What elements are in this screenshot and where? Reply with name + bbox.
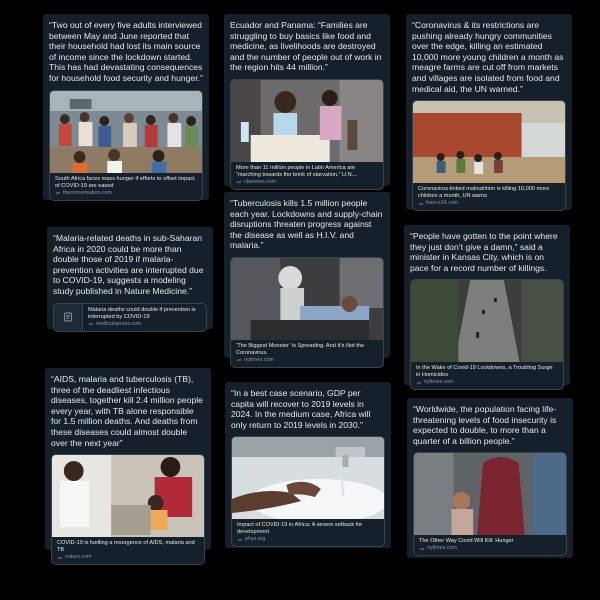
tweet-card[interactable] <box>224 192 390 363</box>
link-preview[interactable] <box>230 79 384 190</box>
link-title: In the Wake of Covid-19 Lockdowns, a Troubling Surge in Homicides <box>416 365 553 379</box>
link-domain: nytimes.com <box>244 356 274 363</box>
link-preview[interactable] <box>51 454 205 565</box>
link-title: More than 11 million people in Latin America are “marching towards the brink of starvation,” U.N.... <box>236 164 358 178</box>
link-icon <box>419 546 425 552</box>
link-domain: phys.org <box>245 536 266 543</box>
link-title: Impact of COVID-19 in Africa: A severe setback for development <box>237 522 363 536</box>
link-domain: nytimes.com <box>427 545 457 552</box>
link-icon <box>236 357 242 363</box>
link-thumbnail <box>232 437 384 519</box>
link-thumbnail <box>52 455 204 537</box>
link-preview[interactable] <box>410 279 564 390</box>
link-preview[interactable] <box>412 100 566 211</box>
link-icon <box>237 537 243 543</box>
tweet-text: “In a best case scenario, GDP per capita will recover to 2019 levels in 2024. In the medium case, Africa will only return to 2019 levels in 2030.” <box>231 388 371 430</box>
link-domain: theconversation.com <box>63 189 112 196</box>
tweet-card[interactable] <box>406 14 572 210</box>
link-title: South Africa faces mass hunger if efforts to offset impact of COVID-19 are eased <box>55 175 195 189</box>
link-title: The Other Way Covid Will Kill: Hunger <box>419 538 514 545</box>
tweet-text: “AIDS, malaria and tuberculosis (TB), three of the deadliest infectious diseases, together kill 2.4 million people every year, with TB alone responsible for 1.5 million deaths. And deaths from these diseases could almost double over the next year” <box>51 374 203 448</box>
link-domain: france24.com <box>426 200 459 207</box>
tweet-card[interactable] <box>45 368 211 561</box>
tweet-card[interactable] <box>47 227 213 329</box>
tweet-text: “Coronavirus & its restrictions are pushing already hungry communities over the edge, killing an estimated 10,000 more young children a month as meagre farms are cut off from markets and villages are isolated from food and medical aid, the UN warned.” <box>412 20 564 94</box>
link-icon <box>57 555 63 561</box>
link-icon <box>418 201 424 207</box>
tweet-text: “Two out of every five adults interviewed between May and June reported that their household had lost its main source of income since the lockdown started. This has had devastating consequences for household food security and hunger.” <box>49 20 203 83</box>
link-domain: nature.com <box>65 554 92 561</box>
tweet-text: “Worldwide, the population facing life-threatening levels of food insecurity is expected to double, to more than a quarter of a billion people.” <box>413 404 557 446</box>
article-icon <box>54 304 83 331</box>
tweet-card[interactable] <box>43 14 209 200</box>
link-domain: cbsnews.com <box>244 178 277 185</box>
tweet-card[interactable] <box>225 382 391 548</box>
tweet-card[interactable] <box>224 14 390 186</box>
link-thumbnail <box>414 453 566 535</box>
link-thumbnail <box>413 101 565 183</box>
link-icon <box>236 179 242 185</box>
link-preview[interactable] <box>49 90 203 201</box>
link-thumbnail <box>231 80 383 162</box>
link-thumbnail <box>50 91 202 173</box>
tweet-text: “Malaria-related deaths in sub-Saharan Africa in 2020 could be more than double those of 2019 if malaria-prevention activities are interrupted due to COVID-19, suggests a modeling study published in Nature Medicine.” <box>53 233 204 296</box>
link-preview[interactable] <box>53 303 207 332</box>
tweet-text: “Tuberculosis kills 1.5 million people each year. Lockdowns and supply-chain disruptions threaten progress against the disease as well as H.I.V. and malaria.” <box>230 198 383 251</box>
link-title: COVID-19 is fuelling a resurgence of AIDS, malaria and TB <box>57 540 195 554</box>
link-icon <box>416 380 422 386</box>
tweet-text: Ecuador and Panama: “Families are struggling to buy basics like food and medicine, as livelihoods are destroyed and the number of people out of work in the region hits 44 million.” <box>230 20 382 73</box>
tweet-card[interactable] <box>407 398 573 558</box>
link-title: Coronavirus-linked malnutrition is killing 10,000 more children a month, UN warns <box>418 186 550 200</box>
link-preview[interactable] <box>231 436 385 547</box>
tweet-text: “People have gotten to the point where they just don’t give a damn,” said a minister in Kansas City, which is on pace for a record number of killings. <box>410 231 558 273</box>
link-preview[interactable] <box>230 257 384 368</box>
link-thumbnail <box>411 280 563 362</box>
link-icon <box>55 190 61 196</box>
link-domain: medicalxpress.com <box>96 320 142 327</box>
link-icon <box>88 321 94 327</box>
tweet-card[interactable] <box>404 225 570 385</box>
link-title: Malaria deaths could double if prevention is interrupted by COVID-19 <box>88 306 196 320</box>
link-domain: nytimes.com <box>424 379 454 386</box>
link-preview[interactable] <box>413 452 567 556</box>
link-title: ‘The Biggest Monster’ Is Spreading. And It’s Not the Coronavirus. <box>236 342 365 356</box>
link-thumbnail <box>231 258 383 340</box>
